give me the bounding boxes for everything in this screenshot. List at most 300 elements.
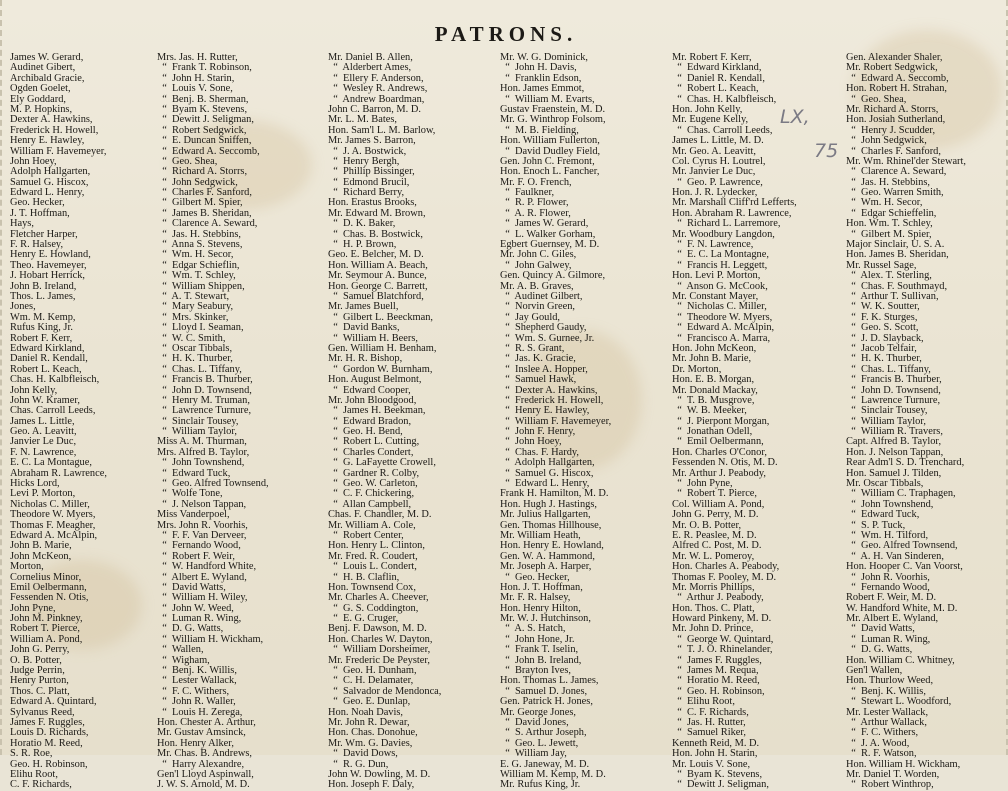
patron-entry: “ F. F. Van Derveer, — [157, 529, 247, 541]
patron-entry: “ E. C. La Montagne, — [672, 249, 769, 261]
patron-entry: Mr. Janvier Le Duc, — [672, 166, 756, 178]
patron-entry: “ Edward A. McAlpin, — [672, 322, 775, 334]
patron-entry: “ A. H. Van Sinderen, — [846, 550, 944, 562]
patron-entry: “ Clarence A. Seward, — [846, 166, 947, 178]
patron-entry: Hon. Noah Davis, — [328, 706, 404, 718]
patron-entry: Chas. H. Kalbfleisch, — [10, 374, 100, 386]
patron-entry: “ F. N. Lawrence, — [672, 239, 754, 251]
patron-entry: “ J. D. Slayback, — [846, 332, 924, 344]
patron-entry: Mr. Fred. R. Coudert, — [328, 550, 418, 562]
patron-entry: “ Geo. Shea, — [846, 93, 907, 105]
patron-entry: Fessenden N. Otis, M. D. — [672, 457, 778, 469]
patron-entry: Adolph Hallgarten, — [10, 166, 91, 178]
patron-entry: Mr. W. L. Pomeroy, — [672, 550, 755, 562]
patron-entry: “ Byam K. Stevens, — [157, 103, 248, 115]
patron-entry: “ Jas. K. Gracie, — [500, 353, 576, 365]
patron-entry: “ Mrs. Skinker, — [157, 311, 229, 323]
patron-entry: “ Geo. W. Carleton, — [328, 478, 418, 490]
patron-entry: Gen. Thomas Hillhouse, — [500, 519, 602, 531]
patron-entry: Hon. Henry E. Howland, — [500, 540, 604, 552]
patron-entry: Hon. J. T. Hoffman, — [500, 581, 583, 593]
patron-entry: Hicks Lord, — [10, 478, 60, 490]
patron-entry: “ Sinclair Tousey, — [157, 415, 239, 427]
patrons-column-6 — [846, 53, 966, 791]
patron-entry: Hon. Erastus Brooks, — [328, 197, 417, 209]
patron-entry: “ Louis L. Condert, — [328, 561, 417, 573]
patron-entry: John Kelly, — [10, 384, 58, 396]
patron-entry: “ David Watts, — [846, 623, 915, 635]
patron-entry: Dr. Morton, — [672, 363, 722, 375]
patron-entry: “ Luman R. Wing, — [846, 633, 931, 645]
patron-entry: Mr. John Bloodgood, — [328, 394, 417, 406]
patron-entry: “ Robert L. Keach, — [672, 83, 759, 95]
patron-entry: “ Theodore W. Myers, — [672, 311, 773, 323]
patron-entry: “ Alderbert Ames, — [328, 62, 412, 74]
patron-entry: Hon. J. R. Lydecker, — [672, 187, 758, 199]
patron-entry: Gen'l Lloyd Aspinwall, — [157, 768, 254, 780]
patron-entry: “ Chas. F. Southmayd, — [846, 280, 948, 292]
patron-entry: Horatio M. Reed, — [10, 737, 83, 749]
patron-entry: O. B. Potter, — [10, 654, 62, 666]
patron-entry: Chas. Carroll Leeds, — [10, 405, 96, 417]
patron-entry: Wm. M. Kemp, — [10, 311, 76, 323]
patron-entry: Hon. Wm. T. Schley, — [846, 218, 933, 230]
patron-entry: “ William Jay, — [500, 748, 567, 760]
patron-entry: “ W. K. Soutter, — [846, 301, 920, 313]
patron-entry: Mrs. Alfred B. Taylor, — [157, 446, 250, 458]
patron-entry: Hon. Henry Hilton, — [500, 602, 581, 614]
patron-entry: “ Andrew Boardman, — [328, 93, 425, 105]
patron-entry: “ David Jones, — [500, 717, 569, 728]
patron-entry: “ Anson G. McCook, — [672, 280, 768, 292]
patron-entry: “ Edward Bradon, — [328, 415, 412, 427]
patron-entry: Mrs. Jas. H. Rutter, — [157, 52, 238, 63]
patron-entry: Robert F. Kerr, — [10, 332, 73, 344]
patron-entry: James L. Little, — [10, 415, 75, 427]
patron-entry: “ E. G. Cruger, — [328, 613, 399, 625]
patron-entry: Thomas F. Meagher, — [10, 519, 96, 531]
patron-entry: “ Arthur J. Peabody, — [672, 592, 764, 604]
patron-entry: Rear Adm'l S. D. Trenchard, — [846, 457, 965, 469]
patron-entry: “ Dewitt J. Seligman, — [157, 114, 254, 126]
patron-entry: Hon. Robert H. Strahan, — [846, 83, 948, 95]
patron-entry: “ Charles F. Sanford, — [157, 187, 252, 199]
patron-entry: Janvier Le Duc, — [10, 436, 77, 448]
patron-entry: “ H. B. Claflin, — [328, 571, 400, 583]
patron-entry: Mr. Wm. Rhinel'der Stewart, — [846, 155, 966, 167]
patron-entry: Fessenden N. Otis, — [10, 592, 89, 604]
patron-entry: “ Chas. Carroll Leeds, — [672, 124, 773, 136]
patron-entry: “ David Watts, — [157, 581, 226, 593]
patron-entry: “ William Shippen, — [157, 280, 245, 292]
patron-entry: Theo. Havemeyer, — [10, 259, 87, 271]
patron-entry: “ F. C. Withers, — [846, 727, 919, 739]
patron-entry: Sylvanus Reed, — [10, 706, 75, 718]
patron-entry: “ Chas. L. Tiffany, — [157, 363, 242, 375]
patron-entry: “ David Dows, — [328, 748, 398, 760]
patron-entry: Edward L. Henry, — [10, 187, 85, 199]
patron-entry: William F. Havemeyer, — [10, 145, 107, 157]
patron-entry: Mr. John C. Giles, — [500, 249, 577, 261]
patron-entry: “ Lloyd I. Seaman, — [157, 322, 244, 334]
patron-entry: “ Allan Campbell, — [328, 498, 412, 510]
patron-entry: Mr. Wm. G. Davies, — [328, 737, 413, 749]
patron-entry: Hon. Henry L. Clinton, — [328, 540, 425, 552]
patron-entry: James W. Gerard, — [10, 52, 84, 63]
patron-entry: “ Francis H. Leggett, — [672, 259, 768, 271]
patron-entry: “ Ellery F. Anderson, — [328, 72, 424, 84]
patron-entry: “ Francis B. Thurber, — [157, 374, 253, 386]
patron-entry: “ Edward Tuck, — [846, 509, 920, 521]
patron-entry: Mr. Arthur J. Peabody, — [672, 467, 766, 479]
patron-entry: Mr. John D. Prince, — [672, 623, 754, 635]
patron-entry: “ Mary Seabury, — [157, 301, 234, 313]
patron-entry: Col. Cyrus H. Loutrel, — [672, 155, 766, 167]
patron-entry: Hon. E. B. Morgan, — [672, 374, 755, 386]
patron-entry: “ Francisco A. Marra, — [672, 332, 771, 344]
patron-entry: James L. Little, M. D. — [672, 135, 764, 147]
patron-entry: Edward A. McAlpin, — [10, 529, 98, 541]
patron-entry: Hon. William C. Whitney, — [846, 654, 955, 666]
patron-entry: “ Shepherd Gaudy, — [500, 322, 587, 334]
patron-entry: Hon. Thurlow Weed, — [846, 675, 934, 687]
patrons-column-1 — [10, 53, 107, 791]
patron-entry: “ J. Pierpont Morgan, — [672, 415, 770, 427]
patron-entry: “ T. J. O. Rhinelander, — [672, 644, 773, 656]
patron-entry: “ Henry Bergh, — [328, 155, 400, 167]
patron-entry: Mr. Rufus King, Jr. — [500, 779, 581, 791]
patron-entry: Rufus King, Jr. — [10, 322, 73, 334]
patron-entry: Cornelius Minor, — [10, 571, 82, 583]
patron-entry: “ R. F. Watson, — [846, 748, 917, 760]
patron-entry: Hon. Samuel J. Tilden, — [846, 467, 942, 479]
patron-entry: Hon. Sam'l L. M. Barlow, — [328, 124, 436, 136]
patron-entry: Ogden Goelet, — [10, 83, 71, 95]
patron-entry: Hon. Hooper C. Van Voorst, — [846, 561, 963, 573]
patron-entry: Gen. John C. Fremont, — [500, 155, 595, 167]
patron-entry: Hon. Chas. Donohue, — [328, 727, 418, 739]
patron-entry: Mr. Daniel T. Worden, — [846, 768, 940, 780]
patron-entry: Mr. Chas. B. Andrews, — [157, 748, 252, 760]
patron-entry: Robert L. Keach, — [10, 363, 82, 375]
patron-entry: “ Edward Tuck, — [157, 467, 231, 479]
patron-entry: “ T. B. Musgrove, — [672, 394, 755, 406]
patron-entry: Mr. W. G. Dominick, — [500, 52, 589, 63]
patron-entry: Gen. Patrick H. Jones, — [500, 696, 593, 708]
patron-entry: J. T. Hoffman, — [10, 207, 70, 219]
patron-entry: Henry Purton, — [10, 675, 69, 687]
patron-entry: “ William C. Traphagen, — [846, 488, 956, 500]
patron-entry: “ James M. Requa, — [672, 665, 759, 677]
patron-entry: “ F. C. Withers, — [157, 685, 230, 697]
patron-entry: “ William Dorsheimer, — [328, 644, 431, 656]
patron-entry: “ John Hoey, — [500, 436, 562, 448]
patron-entry: Mr. Robert F. Kerr, — [672, 52, 752, 63]
patron-entry: Fletcher Harper, — [10, 228, 78, 240]
patron-entry: Dexter A. Hawkins, — [10, 114, 93, 126]
patron-entry: “ A. R. Flower, — [500, 207, 571, 219]
patrons-list — [10, 52, 1005, 791]
patron-entry: “ William Taylor, — [846, 415, 927, 427]
patron-entry: James F. Ruggles, — [10, 717, 85, 728]
patron-entry: “ Jacob Telfair, — [846, 342, 917, 354]
patron-entry: “ Inslee A. Hopper, — [500, 363, 588, 375]
patron-entry: Theodore W. Myers, — [10, 509, 96, 521]
patron-entry: Judge Perrin, — [10, 665, 65, 677]
patron-entry: Hon. John Kelly, — [672, 103, 743, 115]
patron-entry: “ Robert T. Pierce, — [672, 488, 758, 500]
patron-entry: “ C. H. Delamater, — [328, 675, 414, 687]
patron-entry: “ Oscar Tibbals, — [157, 342, 233, 354]
patron-entry: “ M. B. Fielding, — [500, 124, 579, 136]
patron-entry: John Pyne, — [10, 602, 56, 614]
patron-entry: Hon. Hugh J. Hastings, — [500, 498, 597, 510]
patron-entry: Jones, — [10, 301, 36, 313]
patron-entry: “ Geo. Alfred Townsend, — [157, 478, 269, 490]
patron-entry: “ Robert L. Cutting, — [328, 436, 420, 448]
patron-entry: Audinet Gibert, — [10, 62, 76, 74]
patron-entry: Ely Goddard, — [10, 93, 66, 105]
patron-entry: “ Geo. S. Scott, — [846, 322, 919, 334]
patron-entry: Mr. Russel Sage, — [846, 259, 917, 271]
patron-entry: “ Jonathan Odell, — [672, 426, 753, 438]
patron-entry: “ Geo. Alfred Townsend, — [846, 540, 958, 552]
patron-entry: “ Gilbert L. Beeckman, — [328, 311, 434, 323]
patron-entry: John Hoey, — [10, 155, 57, 167]
handwritten-note: LX, — [780, 106, 810, 128]
patron-entry: “ Albert E. Wyland, — [157, 571, 247, 583]
patron-entry: Mr. Julius Hallgarten, — [500, 509, 591, 521]
patron-entry: Mr. Edward M. Brown, — [328, 207, 426, 219]
patron-entry: Mr. Geo. A. Leavitt, — [672, 145, 756, 157]
patron-entry: Mr. Louis V. Sone, — [672, 758, 751, 770]
patron-entry: Hon. Townsend Cox, — [328, 581, 416, 593]
patron-entry: “ Robert Center, — [328, 529, 404, 541]
patron-entry: Mr. James S. Barron, — [328, 135, 416, 147]
patron-entry: Daniel R. Kendall, — [10, 353, 88, 365]
patron-entry: Hon. Levi P. Morton, — [672, 270, 761, 282]
patron-entry: “ J. Nelson Tappan, — [157, 498, 247, 510]
patron-entry: “ Geo. Shea, — [157, 155, 218, 167]
patron-entry: Benj. F. Dawson, M. D. — [328, 623, 427, 635]
patron-entry: W. Handford White, M. D. — [846, 602, 958, 614]
patron-entry: J. W. S. Arnold, M. D. — [157, 779, 250, 791]
patron-entry: Hon. Joseph F. Daly, — [328, 779, 415, 791]
patron-entry: “ John Townshend, — [157, 457, 245, 469]
patron-entry: “ D. K. Baker, — [328, 218, 396, 230]
patron-entry: Robert T. Pierce, — [10, 623, 81, 635]
patron-entry: Hon. Enoch L. Fancher, — [500, 166, 600, 178]
patron-entry: “ W. Handford White, — [157, 561, 257, 573]
patron-entry: “ Wm. S. Gurnee, Jr. — [500, 332, 595, 344]
patron-entry: Mr. Richard A. Storrs, — [846, 103, 939, 115]
patron-entry: Nicholas C. Miller, — [10, 498, 90, 510]
patron-entry: “ Nicholas C. Miller, — [672, 301, 767, 313]
patron-entry: Geo. Hecker, — [10, 197, 65, 209]
patron-entry: “ Jay Gould, — [500, 311, 561, 323]
patron-entry: John McKeon, — [10, 550, 72, 562]
patron-entry: John B. Marie, — [10, 540, 72, 552]
patron-entry: Hon. James B. Sheridan, — [846, 249, 949, 261]
patron-entry: “ Byam K. Stevens, — [672, 768, 763, 780]
patron-entry: Edward Kirkland, — [10, 342, 85, 354]
patrons-column-3 — [328, 53, 441, 791]
patron-entry: “ Edmond Brucil, — [328, 176, 410, 188]
patron-entry: Mr. William A. Cole, — [328, 519, 416, 531]
patron-entry: Hon. Charles O'Conor, — [672, 446, 767, 458]
patron-entry: “ Henry E. Hawley, — [500, 405, 590, 417]
patron-entry: “ Elihu Root, — [672, 696, 735, 708]
patron-entry: “ Chas. L. Tiffany, — [846, 363, 931, 375]
patron-entry: S. R. Roe, — [10, 748, 53, 760]
patron-entry: Mr. William Heath, — [500, 529, 581, 541]
patron-entry: Hon. William H. Wickham, — [846, 758, 961, 770]
patron-entry: “ James B. Sheridan, — [157, 207, 252, 219]
patron-entry: “ C. F. Richards, — [672, 706, 749, 718]
patron-entry: “ William F. Havemeyer, — [500, 415, 612, 427]
patron-entry: Mr. Gustav Amsinck, — [157, 727, 246, 739]
patron-entry: “ Robert Winthrop, — [846, 779, 934, 791]
patrons-column-4 — [500, 53, 611, 791]
patron-entry: Alfred C. Post, M. D. — [672, 540, 762, 552]
patron-entry: “ Faulkner, — [500, 187, 555, 199]
patron-entry: “ Lester Wallack, — [157, 675, 237, 687]
patron-entry: Mrs. John R. Voorhis, — [157, 519, 248, 531]
patron-entry: “ William R. Travers, — [846, 426, 943, 438]
patron-entry: J. Hobart Herrick, — [10, 270, 86, 282]
patron-entry: “ Edgar Schieflin, — [157, 259, 240, 271]
patron-entry: Miss A. M. Thurman, — [157, 436, 247, 448]
patron-entry: “ Benj. K. Willis, — [157, 665, 237, 677]
patron-entry: “ W. C. Smith, — [157, 332, 226, 344]
patron-entry: “ Henry M. Truman, — [157, 394, 250, 406]
patron-entry: “ John H. Starin, — [157, 72, 235, 84]
patron-entry: “ Richard L. Larremore, — [672, 218, 781, 230]
patron-entry: “ Wolfe Tone, — [157, 488, 223, 500]
patron-entry: “ Adolph Hallgarten, — [500, 457, 595, 469]
patron-entry: Gen. Alexander Shaler, — [846, 52, 943, 63]
patron-entry: “ Wallen, — [157, 644, 204, 656]
patron-entry: “ William H. Beers, — [328, 332, 418, 344]
patron-entry: Mr. G. Winthrop Folsom, — [500, 114, 606, 126]
patron-entry: “ Fernando Wood, — [157, 540, 241, 552]
patron-entry: “ Chas. H. Kalbfleisch, — [672, 93, 777, 105]
patron-entry: “ John Sedgwick, — [157, 176, 238, 188]
patron-entry: Kenneth Reid, M. D. — [672, 737, 760, 749]
patron-entry: Henry E. Hawley, — [10, 135, 85, 147]
patron-entry: Mr. Lester Wallack, — [846, 706, 929, 718]
patron-entry: “ Dexter A. Hawkins, — [500, 384, 598, 396]
patron-entry: “ John Townshend, — [846, 498, 934, 510]
patron-entry: Louis D. Richards, — [10, 727, 89, 739]
patron-entry: “ Geo. L. Jewett, — [500, 737, 579, 749]
patron-entry: Geo. H. Robinson, — [10, 758, 88, 770]
patron-entry: “ Horatio M. Reed, — [672, 675, 760, 687]
patron-entry: “ Gilbert M. Spier, — [157, 197, 243, 209]
patron-entry: “ Emil Oelbermann, — [672, 436, 764, 448]
patron-entry: Gen. William H. Benham, — [328, 342, 437, 354]
patron-entry: F. N. Lawrence, — [10, 446, 77, 458]
patron-entry: Mr. Constant Mayer, — [672, 290, 759, 302]
patron-entry: “ Geo. E. Dunlap, — [328, 696, 411, 708]
patron-entry: “ Frank T. Robinson, — [157, 62, 252, 74]
patron-entry: “ Samuel Hawk, — [500, 374, 577, 386]
patron-entry: “ Edward Kirkland, — [672, 62, 762, 74]
patron-entry: “ H. K. Thurber, — [846, 353, 922, 365]
patron-entry: Frank H. Hamilton, M. D. — [500, 488, 609, 500]
patron-entry: “ Clarence A. Seward, — [157, 218, 258, 230]
patron-entry: Frederick H. Howell, — [10, 124, 99, 136]
patron-entry: Hays, — [10, 218, 34, 230]
patron-entry: “ Geo. H. Robinson, — [672, 685, 765, 697]
patron-entry: “ G. LaFayette Crowell, — [328, 457, 436, 469]
patron-entry: “ Robert Sedgwick, — [157, 124, 247, 136]
patron-entry: Geo. E. Belcher, M. D. — [328, 249, 424, 261]
patron-entry: “ R. S. Grant, — [500, 342, 565, 354]
patron-entry: “ David Dudley Field, — [500, 145, 601, 157]
patron-entry: Major Sinclair, U. S. A. — [846, 239, 945, 251]
patron-entry: “ S. Arthur Joseph, — [500, 727, 587, 739]
patron-entry: “ William H. Wickham, — [157, 633, 264, 645]
patron-entry: Hon. Thomas L. James, — [500, 675, 599, 687]
patron-entry: “ Wigham, — [157, 654, 210, 666]
patron-entry: Howard Pinkeny, M. D. — [672, 613, 772, 625]
patron-entry: “ Wesley R. Andrews, — [328, 83, 428, 95]
patron-entry: “ Franklin Edson, — [500, 72, 582, 84]
patron-entry: “ R. P. Flower, — [500, 197, 569, 209]
patron-entry: “ Edward A. Seccomb, — [846, 72, 949, 84]
patron-entry: Mr. A. B. Graves, — [500, 280, 574, 292]
patron-entry: Gen'l Wallen, — [846, 665, 903, 677]
patron-entry: “ William Taylor, — [157, 426, 238, 438]
patron-entry: Emil Oelbermann, — [10, 581, 87, 593]
patron-entry: “ A. S. Hatch, — [500, 623, 566, 635]
patron-entry: “ John Hone, Jr. — [500, 633, 575, 645]
patron-entry: “ Frederick H. Howell, — [500, 394, 604, 406]
patron-entry: M. P. Hopkins, — [10, 103, 73, 115]
patrons-column-2 — [157, 53, 269, 791]
patron-entry: “ Sinclair Tousey, — [846, 405, 928, 417]
patron-entry: “ Edward L. Henry, — [500, 478, 590, 490]
patron-entry: “ Salvador de Mendonca, — [328, 685, 442, 697]
patron-entry: “ Wm. H. Secor, — [846, 197, 923, 209]
patron-entry: “ Gilbert M. Spier, — [846, 228, 932, 240]
patron-entry: “ Alex. T. Sterling, — [846, 270, 932, 282]
patron-entry: “ David Banks, — [328, 322, 400, 334]
patron-entry: “ J. A. Wood, — [846, 737, 910, 749]
patron-entry: Mr. James Buell, — [328, 301, 399, 313]
patron-entry: “ Audinet Gilbert, — [500, 290, 583, 302]
patron-entry: “ Henry J. Scudder, — [846, 124, 936, 136]
patron-entry: John C. Barron, M. D. — [328, 103, 421, 115]
patron-entry: Mr. O. B. Potter, — [672, 519, 742, 531]
patron-entry: “ Brayton Ives, — [500, 665, 571, 677]
patron-entry: “ Robert F. Weir, — [157, 550, 235, 562]
patron-entry: John W. Kramer, — [10, 394, 80, 406]
patron-entry: “ Charles Condert, — [328, 446, 414, 458]
patron-entry: “ Samuel Blatchford, — [328, 290, 424, 302]
patron-entry: “ Samuel G. Hiscox, — [500, 467, 594, 479]
patron-entry: “ D. G. Watts, — [157, 623, 224, 635]
patron-entry: Capt. Alfred B. Taylor, — [846, 436, 942, 448]
patron-entry: Hon. James Emmot, — [500, 83, 585, 95]
patron-entry: “ W. B. Meeker, — [672, 405, 747, 417]
patron-entry: Mr. F. O. French, — [500, 176, 572, 188]
patron-entry: “ Lawrence Turnure, — [846, 394, 941, 406]
patron-entry: Miss Vanderpoel, — [157, 509, 230, 521]
patron-entry: “ D. G. Watts, — [846, 644, 913, 656]
patron-entry: “ Phillip Bissinger, — [328, 166, 415, 178]
